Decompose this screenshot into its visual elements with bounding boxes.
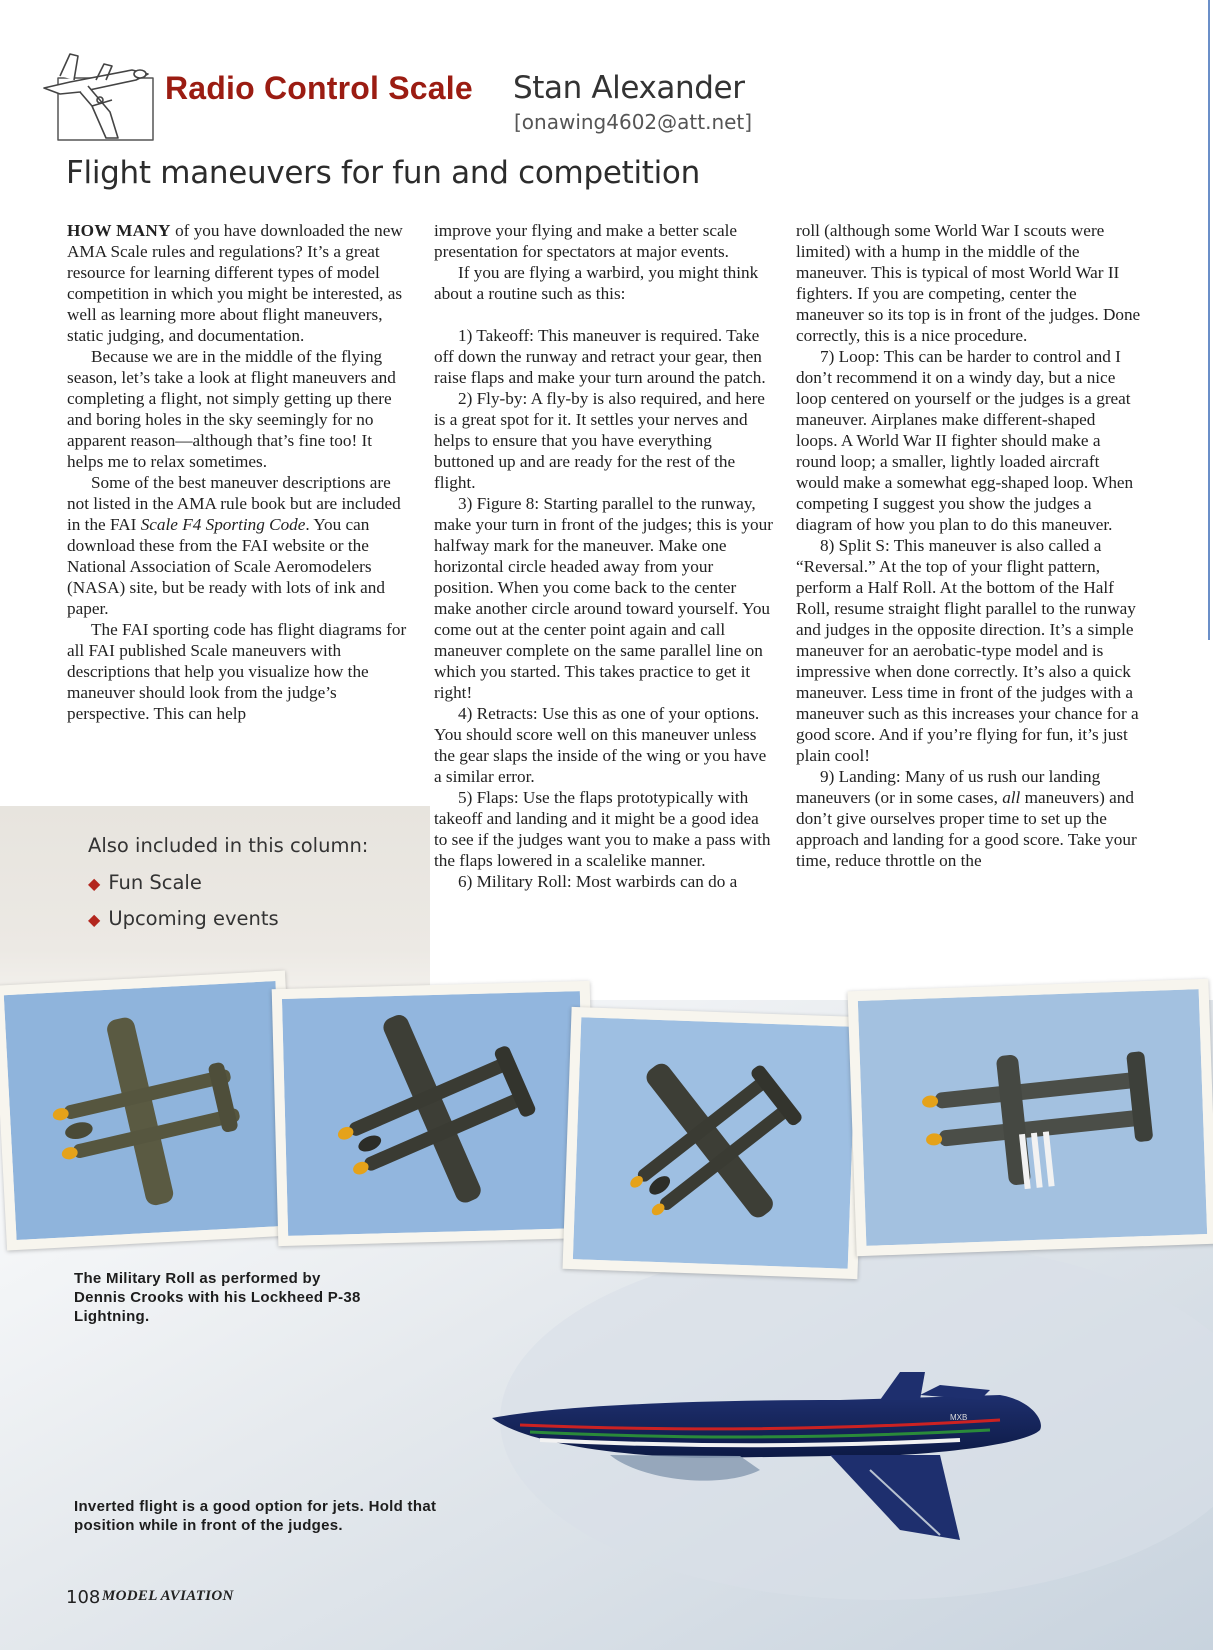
- author-name: Stan Alexander: [513, 70, 745, 106]
- p38-photo-2: [272, 981, 597, 1246]
- paragraph: 2) Fly-by: A fly-by is also required, and here is a great spot for it. It settles your nerves and helps to ensure that you have everything buttoned up and are ready for the rest of the flight.: [434, 389, 765, 492]
- page-edge-rule: [1208, 0, 1210, 640]
- p38-photo-4: [847, 979, 1213, 1256]
- paragraph-text: 9) Landing: Many of us rush our landing maneuvers (or in some cases,: [796, 767, 1101, 807]
- also-included-label: Upcoming events: [108, 907, 279, 930]
- paragraph: 1) Takeoff: This maneuver is required. Take off down the runway and retract your gear, then raise flaps and make your turn around the patch.: [434, 326, 766, 387]
- paragraph-text: maneuvers) and don’t give ourselves proper time to set up the approach and landing for a good score. Take your time, reduce throttle on the: [796, 788, 1137, 870]
- p38-photo-3-image: [573, 1017, 856, 1268]
- paragraph: improve your flying and make a better scale presentation for spectators at major events.: [434, 221, 738, 261]
- p38-photo-3: [563, 1007, 867, 1279]
- bullet-icon: ◆: [88, 874, 101, 893]
- also-included-label: Fun Scale: [108, 871, 202, 894]
- also-included-item: [88, 871, 202, 894]
- article-column-2: [434, 220, 774, 892]
- paragraph: [796, 766, 1141, 871]
- photo-caption-military-roll: The Military Roll as performed by Dennis Crooks with his Lockheed P-38 Lightning.: [74, 1270, 361, 1325]
- article-column-1: [67, 220, 407, 724]
- paragraph-text: . You can download these from the FAI website or the National Association of Scale Aeromodelers (NASA) site, but be ready with lots of ink and paper.: [67, 515, 385, 618]
- paragraph: 3) Figure 8: Starting parallel to the runway, make your turn in front of the judges; this is your halfway mark for the maneuver. Make one horizontal circle headed away from your position. When you come back to the center make another circle around toward yourself. You come out at the center point again and call maneuver complete on the same parallel line on which you started. This takes practice to get it right!: [434, 494, 773, 702]
- italic-word: all: [1002, 788, 1021, 807]
- magazine-name: MODEL AVIATION: [102, 1588, 234, 1604]
- paragraph: 8) Split S: This maneuver is also called a “Reversal.” At the top of your flight pattern, perform a Half Roll. At the bottom of the Half Roll, resume straight flight parallel to the runway and judges in the opposite direction. It’s a simple maneuver for an aerobatic-type model and is impressive when done correctly. It’s also a quick maneuver. Less time in front of the judges with a maneuver such as this increases your chance for a good score. And if you’re flying for fun, it’s just plain cool!: [796, 536, 1139, 765]
- airplane-icon: [40, 50, 158, 145]
- svg-text:MXB: MXB: [950, 1413, 968, 1422]
- author-email[interactable]: [onawing4602@att.net]: [514, 110, 753, 134]
- page-number: 108: [66, 1587, 101, 1608]
- paragraph: 6) Military Roll: Most warbirds can do a: [458, 872, 738, 891]
- bullet-icon: ◆: [88, 910, 101, 929]
- p38-photo-4-image: [858, 989, 1207, 1246]
- lead-in: HOW MANY: [67, 221, 171, 240]
- italic-title: Scale F4 Sporting Code: [140, 515, 306, 534]
- paragraph: Because we are in the middle of the flying season, let’s take a look at flight maneuvers and completing a flight, not simply getting up there and boring holes in the sky seemingly for no apparent reason—although that’s fine too! It helps me to relax sometimes.: [67, 347, 396, 471]
- paragraph: The FAI sporting code has flight diagrams for all FAI published Scale maneuvers with descriptions that help you visualize how the maneuver should look from the judge’s perspective. This can help: [67, 620, 407, 723]
- photo-caption-inverted-flight: Inverted flight is a good option for jets. Hold that position while in front of the judges.: [74, 1498, 437, 1534]
- also-included-heading: Also included in this column:: [88, 834, 369, 857]
- paragraph: roll (although some World War I scouts were limited) with a hump in the middle of the maneuver. This is typical of most World War II fighters. If you are competing, center the maneuver so its top is in front of the judges. Done correctly, this is a nice procedure.: [796, 221, 1141, 345]
- paragraph: 5) Flaps: Use the flaps prototypically with takeoff and landing and it might be a good idea to see if the judges want you to make a pass with the flaps lowered in a scalelike manner.: [434, 788, 771, 870]
- paragraph: [67, 220, 407, 346]
- paragraph: [67, 472, 407, 619]
- article-subtitle: Flight maneuvers for fun and competition: [66, 155, 700, 191]
- paragraph-text: of you have downloaded the new AMA Scale rules and regulations? It’s a great resource for learning different types of model competition in which you might be interested, as well as learning more about flight maneuvers, static judging, and documentation.: [67, 221, 403, 345]
- p38-photo-1: [0, 971, 299, 1251]
- also-included-item: [88, 907, 279, 930]
- p38-photo-2-image: [282, 991, 586, 1236]
- paragraph-text: Some of the best maneuver descriptions are not listed in the AMA rule book but are included in the FAI: [67, 473, 401, 534]
- p38-photo-1-image: [4, 981, 288, 1240]
- paragraph: If you are flying a warbird, you might think about a routine such as this:: [434, 263, 759, 303]
- article-column-3: [796, 220, 1141, 871]
- paragraph: 7) Loop: This can be harder to control and I don’t recommend it on a windy day, but a nice loop centered on yourself or the judges is a great maneuver. Airplanes make different-shaped loops. A World War II fighter should make a round loop; a smaller, lightly loaded aircraft would make a somewhat egg-shaped loop. When competing I suggest you show the judges a diagram of how you plan to do this maneuver.: [796, 347, 1134, 534]
- column-title: Radio Control Scale: [165, 70, 473, 106]
- paragraph: 4) Retracts: Use this as one of your options. You should score well on this maneuver unless the gear slaps the inside of the wing or you have a similar error.: [434, 704, 767, 786]
